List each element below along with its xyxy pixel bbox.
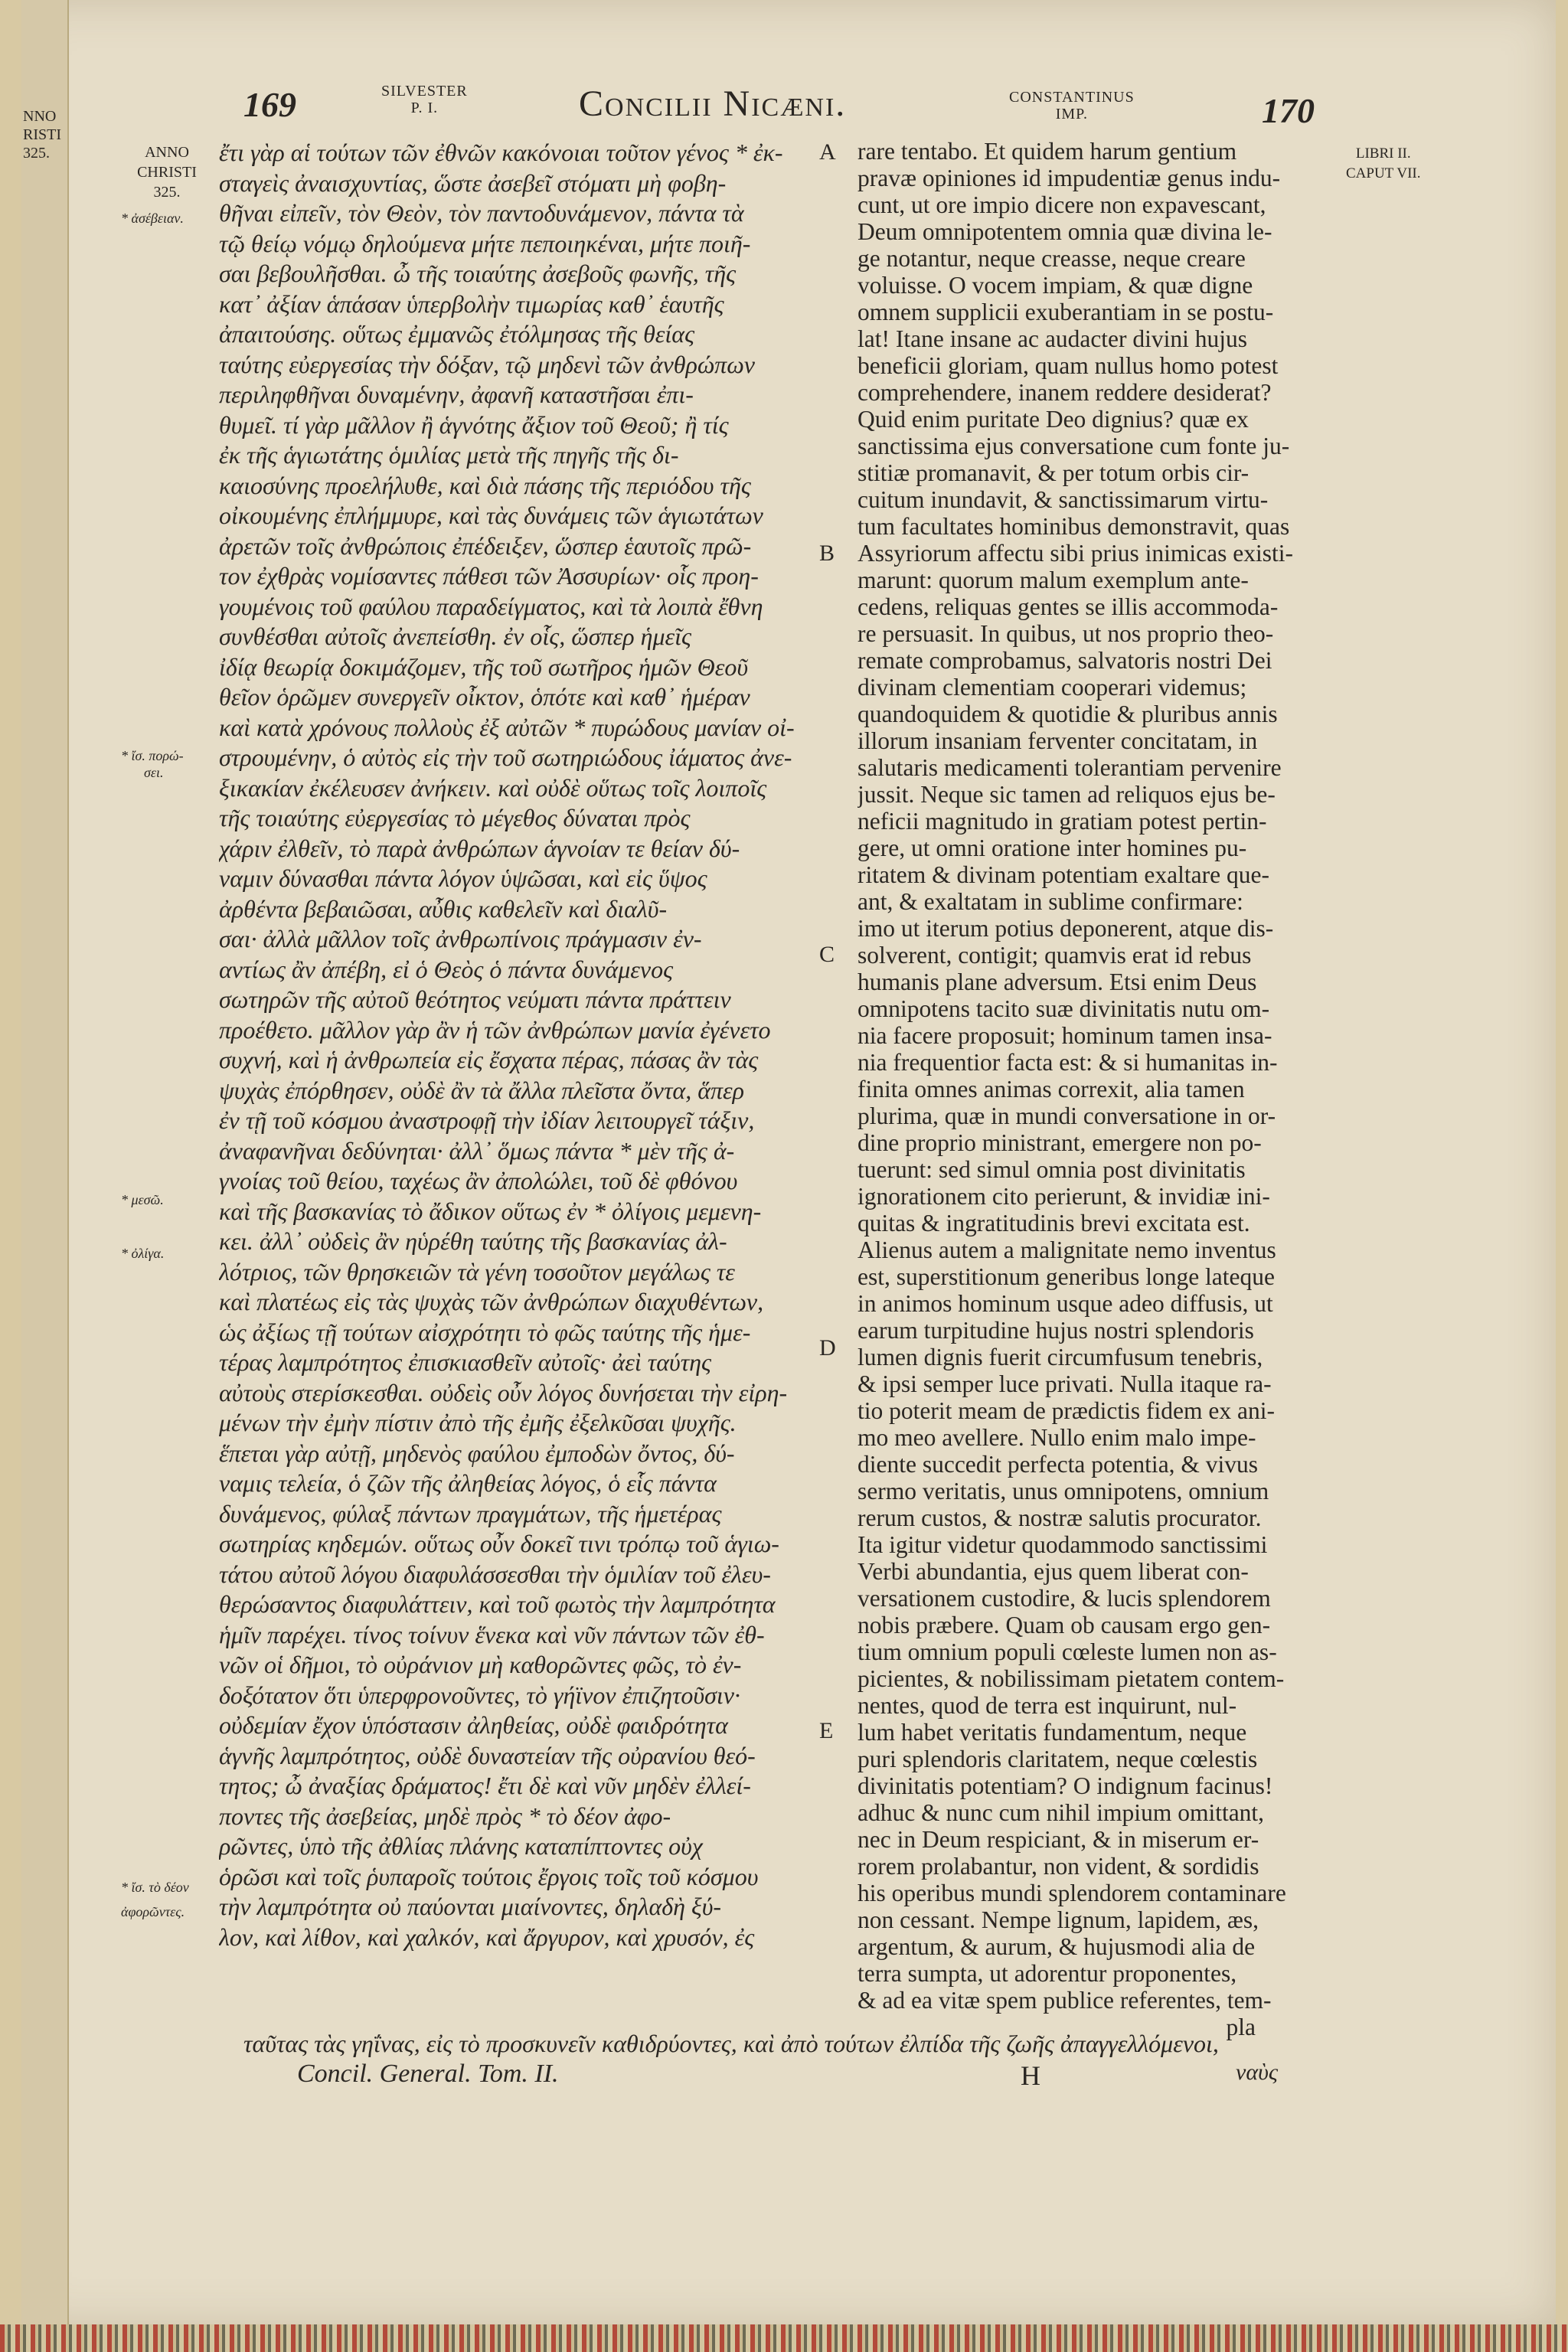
latin-text-line: Quid enim puritate Deo dignius? quæ ex [858,406,1249,433]
greek-text-line: ἐν τῇ τοῦ κόσμου ἀναστροφῇ τὴν ἰδίαν λειτουργεῖ τάξιν, [219,1106,755,1134]
greek-text-line: μένων τὴν ἐμὴν πίστιν ἀπὸ τῆς ἐμῆς ἐξελκῦσαι ψυχῆς. [219,1409,737,1436]
latin-text-line: est, superstitionum generibus longe lateque [858,1263,1276,1290]
book-page [21,0,1556,2328]
greek-text-line: ξικακίαν ἐκέλευσεν ἀνήκειν. καὶ οὐδὲ οὕτως τοῖς λοιποῖς [219,773,767,802]
greek-text-line: προέθετο. μᾶλλον γὰρ ἂν ἡ τῶν ἀνθρώπων μανία ἐγένετο [219,1015,771,1044]
latin-text-line: non cessant. Nempe lignum, lapidem, æs, [858,1906,1259,1933]
latin-text-line: ge notantur, neque creasse, neque creare [858,245,1246,272]
running-head-right-line: IMP. [1055,106,1089,122]
section-letter: E [819,1718,834,1743]
table-surface [0,2324,1568,2352]
greek-text-line: αὐτοὺς στερίσκεσθαι. οὐδεὶς οὖν λόγος δυνήσεται τὴν εἰρη- [219,1378,788,1406]
sheet-mark: H [1021,2060,1040,2091]
latin-text-line: lat! Itane insane ac audacter divini hujus [858,325,1248,352]
latin-text-line: Verbi abundantia, ejus quem liberat con- [858,1558,1249,1585]
latin-text-line: ritatem & divinam potentiam exaltare que- [858,861,1269,888]
greek-text-line: ἀρθέντα βεβαιῶσαι, αὖθις καθελεῖν καὶ διαλῦ- [219,894,668,923]
chapter-reference [1346,144,1420,184]
latin-text-line: tio poterit meam de prædictis fidem ex ani- [858,1397,1275,1424]
latin-text-line: solverent, contigit; quamvis erat id rebus [858,942,1252,969]
latin-text-line: sanctissima ejus conversatione cum fonte ju- [858,433,1290,459]
previous-page-margin-line: 325. [23,145,50,162]
latin-text-line: voluisse. O vocem impiam, & quæ digne [858,272,1253,299]
section-letter: B [819,541,835,566]
running-head-right-line: CONSTANTINUS [1009,89,1135,106]
previous-page-margin-line: NNO [23,108,57,125]
latin-text-line: beneficii gloriam, quam nullus homo potest [858,352,1279,379]
greek-text-line: τέρας λαμπρότητος ἐπισκιασθεῖν αὐτοῖς· ἀεὶ ταύτης [219,1348,711,1376]
latin-text-line: cunt, ut ore impio dicere non expavescant, [858,191,1266,218]
greek-text-line: αντίως ἂν ἀπέβη, εἰ ὁ Θεὸς ὁ πάντα δυνάμενος [219,955,674,983]
previous-page-margin [23,107,66,162]
margin-note: * ἴσ. πορώ- [121,748,184,763]
greek-text-line: σαι βεβουλῆσθαι. ὦ τῆς τοιαύτης ἀσεβοῦς φωνῆς, τῆς [219,260,737,287]
latin-text-line: Ita igitur videtur quodammodo sanctissimi [858,1531,1268,1558]
greek-text-line: ἁγνῆς λαμπρότητος, οὐδὲ δυναστείαν τῆς οὐρανίου θεό- [219,1741,756,1769]
latin-text-line: nia facere proposuit; hominum tamen insa- [858,1022,1272,1049]
greek-text-line: συχνή, καὶ ἡ ἀνθρωπεία εἰς ἔσχατα πέρας, πάσας ἂν τὰς [219,1046,759,1073]
latin-text-line: his operibus mundi splendorem contaminare [858,1880,1286,1906]
greek-text-line: κατ᾽ ἀξίαν ἁπάσαν ὑπερβολὴν τιμωρίας καθ᾽ ἑαυτῆς [219,289,724,318]
year-box-line: CHRISTI [137,164,197,181]
latin-text-line: ant, & exaltatam in sublime confirmare: [858,888,1243,915]
greek-text-line: σταγεὶς ἀναισχυντίας, ὥστε ἀσεβεῖ στόματι μὴ φοβη- [219,168,727,197]
latin-text-line: Alienus autem a malignitate nemo inventus [858,1236,1276,1263]
greek-text-line: σωτηρῶν τῆς αὐτοῦ θεότητος νεύματι πάντα πράττειν [219,985,731,1013]
greek-text-line: τῆς τοιαύτης εὐεργεσίας τὸ μέγεθος δύναται πρὸς [219,804,691,831]
greek-text-line: δυνάμενος, φύλαξ πάντων πραγμάτων, τῆς ἡμετέρας [219,1499,722,1527]
latin-text-line: tum facultates hominibus demonstravit, quas [858,513,1290,540]
latin-text-line: re persuasit. In quibus, ut nos proprio theo- [858,620,1274,647]
latin-text-line: cuitum inundavit, & sanctissimarum virtu- [858,486,1269,513]
latin-text-line: ignorationem cito perierunt, & invidiæ ini- [858,1183,1270,1210]
greek-text-line: ναμιν δύνασθαι πάντα λόγον ὑψῶσαι, καὶ εἰς ὕψος [219,864,707,892]
greek-text-line: ἡμῖν παρέχει. τίνος τοίνυν ἕνεκα καὶ νῦν πάντων τῶν ἐθ- [219,1620,765,1648]
greek-text-line: ποντες τῆς ἀσεβείας, μηδὲ πρὸς * τὸ δέον ἀφο- [219,1802,671,1830]
greek-text-line: ναμις τελεία, ὁ ζῶν τῆς ἀληθείας λόγος, ὁ εἷς πάντα [219,1469,717,1497]
latin-text-line: rerum custos, & nostræ salutis procurator. [858,1504,1262,1531]
greek-text-line: ἐκ τῆς ἁγιωτάτης ὁμιλίας μετὰ τῆς πηγῆς τῆς δι- [219,441,679,469]
greek-text-line: συνθέσθαι αὐτοῖς ἀνεπείσθη. ἐν οἷς, ὥσπερ ἡμεῖς [219,622,691,650]
latin-text-line: nentes, quod de terra est inquirunt, nul- [858,1692,1237,1719]
chapter-reference-line: CAPUT VII. [1346,165,1421,181]
greek-text-line: ἰδίᾳ θεωρίᾳ δοκιμάζομεν, τῆς τοῦ σωτῆρος ἡμῶν Θεοῦ [219,652,749,681]
running-head-right [1009,89,1135,122]
margin-note: ἀφορῶντες. [121,1904,185,1919]
greek-text-line: ὡς ἀξίως τῇ τούτων αἰσχρότητι τὸ φῶς ταύτης τῆς ἡμε- [219,1318,751,1346]
latin-text-line: plurima, quæ in mundi conversatione in or- [858,1102,1276,1129]
year-box-line: ANNO [145,144,189,161]
catchword: ναὺς [1236,2060,1279,2085]
latin-text-line: puri splendoris claritatem, neque cœlestis [858,1746,1258,1772]
latin-text-line: divinam clementiam cooperari videmus; [858,674,1247,701]
greek-text-column [219,138,834,1952]
greek-text-line: στρουμένην, ὁ αὐτὸς εἰς τὴν τοῦ σωτηριώδους ἰάματος ἀνε- [219,743,792,771]
latin-text-line: versationem custodire, & lucis splendorem [858,1585,1271,1612]
margin-note: * ὀλίγα. [121,1246,165,1261]
latin-text-line: finita omnes animas correxit, alia tamen [858,1076,1245,1102]
latin-text-line: quitas & ingratitudinis brevi excitata est. [858,1210,1250,1236]
chapter-reference-line: LIBRI II. [1355,145,1411,162]
greek-text-line: καιοσύνης προελήλυθε, καὶ διὰ πάσης τῆς περιόδου τῆς [219,471,751,499]
latin-text-line: gere, ut omni oratione inter homines pu- [858,835,1247,861]
greek-text-line: λότριος, τῶν θρησκειῶν τὰ γένη τοσοῦτον μεγάλως τε [219,1257,735,1285]
latin-text-line: imo ut iterum potius deponerent, atque dis- [858,915,1274,942]
greek-text-line: θεῖον ὁρῶμεν συνεργεῖν οἶκτον, ὁπότε καὶ καθ᾽ ἡμέραν [219,683,750,710]
latin-text-column [858,138,1348,2040]
running-head-left-line: SILVESTER [381,83,468,100]
greek-text-line: δοξότατον ὅτι ὑπερφρονοῦντες, τὸ γήϊνον ἐπιζητοῦσιν· [219,1681,740,1709]
previous-page-margin-line: RISTI [23,126,61,143]
latin-text-line: rorem prolabantur, non vident, & sordidis [858,1853,1259,1880]
greek-text-line: θῆναι εἰπεῖν, τὸν Θεὸν, τὸν παντοδυνάμενον, πάντα τὰ [219,199,744,227]
latin-text-line: nec in Deum respiciant, & in miserum er- [858,1826,1259,1853]
greek-text-line: ταύτης εὐεργεσίας τὴν δόξαν, τῷ μηδενὶ τῶν ἀνθρώπων [219,350,755,378]
greek-text-line: σαι· ἀλλὰ μᾶλλον τοῖς ἀνθρωπίνοις πράγμασιν ἐν- [219,925,702,952]
greek-text-line: λον, καὶ λίθον, καὶ χαλκόν, καὶ ἄργυρον, καὶ χρυσόν, ἐς [219,1922,755,1951]
latin-text-line: in animos hominum usque adeo diffusis, ut [858,1290,1273,1317]
latin-text-line: tium omnium populi cœleste lumen non as- [858,1638,1277,1665]
greek-text-line: τῷ θείῳ νόμῳ δηλούμενα μήτε πεποιηκέναι, μήτε ποιῆ- [219,229,751,257]
greek-text-line: θερώσαντος διαφυλάττειν, καὶ τοῦ φωτὸς τὴν λαμπρότητα [219,1590,776,1618]
section-letter: A [819,139,836,165]
margin-note: * ἴσ. τὸ δέον [121,1880,189,1895]
greek-text-line: τον ἐχθρὰς νομίσαντες πάθεσι τῶν Ἀσσυρίων· οἷς προη- [219,562,759,590]
latin-text-line: neficii magnitudo in gratiam potest pertin- [858,808,1267,835]
latin-text-line: humanis plane adversum. Etsi enim Deus [858,969,1257,995]
section-letter: D [819,1335,836,1361]
greek-text-line: ἔτι γὰρ αἱ τούτων τῶν ἐθνῶν κακόνοιαι τοῦτον γένος * ἐκ- [219,139,783,166]
latin-text-line: picientes, & nobilissimam pietatem contem- [858,1665,1285,1692]
latin-text-line: remate comprobamus, salvatoris nostri Dei [858,647,1272,674]
latin-text-line: rare tentabo. Et quidem harum gentium [858,138,1237,165]
page-number-left: 169 [243,85,296,124]
greek-text-line: τητος; ὦ ἀναξίας δράματος! ἔτι δὲ καὶ νῦν μηδὲν ἐλλεί- [219,1772,751,1799]
greek-text-line: ρῶντες, ὑπὸ τῆς ἀθλίας πλάνης καταπίπτοντες οὐχ [219,1832,703,1860]
latin-text-line: Deum omnipotentem omnia quæ divina le- [858,218,1272,245]
greek-text-line: ἀρετῶν τοῖς ἀνθρώποις ἐπέδειξεν, ὥσπερ ἑαυτοῖς πρῶ- [219,531,752,560]
year-box-line: 325. [153,184,181,201]
greek-text-line: καὶ πλατέως εἰς τὰς ψυχὰς τῶν ἀνθρώπων διαχυθέντων, [219,1288,764,1315]
greek-text-line: τάτου αὐτοῦ λόγου διαφυλάσσεσθαι τὴν ὁμιλίαν τοῦ ἐλευ- [219,1560,771,1588]
greek-text-line: τὴν λαμπρότητα οὐ παύονται μιαίνοντες, δηλαδὴ ξύ- [219,1893,722,1920]
latin-text-line: tuerunt: sed simul omnia post divinitatis [858,1156,1246,1183]
latin-text-line: lumen dignis fuerit circumfusum tenebris, [858,1344,1263,1370]
latin-text-line: comprehendere, inanem reddere desiderat? [858,379,1272,406]
latin-text-line: marunt: quorum malum exemplum ante- [858,567,1249,593]
latin-text-line: cedens, reliquas gentes se illis accommoda- [858,593,1279,620]
margin-note: * ἀσέβειαν. [121,211,184,226]
greek-text-line: ὁρῶσι καὶ τοῖς ῥυπαροῖς τούτοις ἔργοις τοῖς τοῦ κόσμου [219,1862,759,1890]
greek-text-line: θυμεῖ. τί γὰρ μᾶλλον ἢ ἁγνότης ἄξιον τοῦ Θεοῦ; ἢ τίς [219,410,729,439]
greek-text-line: οἰκουμένης ἐπλήμμυρε, καὶ τὰς δυνάμεις τῶν ἁγιωτάτων [219,501,763,529]
latin-text-line: quandoquidem & quotidie & pluribus annis [858,701,1278,727]
latin-text-line: omnem supplicii exuberantiam in se postu- [858,299,1274,325]
margin-note: * μεσῶ. [121,1192,164,1207]
greek-text-line: σωτηρίας κηδεμών. οὕτως οὖν δοκεῖ τινι τρόπῳ τοῦ ἁγιω- [219,1530,779,1557]
latin-text-line: stitiæ promanavit, & per totum orbis cir- [858,459,1250,486]
latin-text-line: divinitatis potentiam? O indignum facinus! [858,1772,1273,1799]
latin-text-line: & ad ea vitæ spem publice referentes, tem- [858,1987,1272,2014]
latin-text-line: omnipotens tacito suæ divinitatis nutu om- [858,995,1270,1022]
latin-text-line: earum turpitudine hujus nostri splendoris [858,1317,1254,1344]
greek-text-line: κει. ἀλλ᾽ οὐδεὶς ἂν ηὑρέθη ταύτης τῆς βασκανίας ἀλ- [219,1227,727,1255]
greek-text-line: ἀναφανῆναι δεδύνηται· ἀλλ᾽ ὅμως πάντα * μὲν τῆς ἀ- [219,1136,735,1165]
latin-text-line: nobis præbere. Quam ob causam ergo gen- [858,1612,1271,1638]
greek-text-line: ἕπεται γὰρ αὐτῇ, μηδενὸς φαύλου ἐμποδὼν ὄντος, δύ- [219,1439,735,1467]
latin-text-line: & ipsi semper luce privati. Nulla itaque ra- [858,1370,1272,1397]
latin-text-line: Assyriorum affectu sibi prius inimicas existi- [858,540,1293,567]
section-letter: C [819,942,835,967]
latin-text-line: mo meo avellere. Nullo enim malo impe- [858,1424,1256,1451]
latin-text-line: jussit. Neque sic tamen ad reliquos ejus be- [858,781,1276,808]
latin-text-line: diente succedit perfecta potentia, & vivus [858,1451,1259,1478]
running-head-left [381,83,468,116]
greek-text-line: γουμένοις τοῦ φαύλου παραδείγματος, καὶ τὰ λοιπὰ ἔθνη [219,592,763,620]
latin-text-line: argentum, & aurum, & hujusmodi alia de [858,1933,1256,1960]
latin-text-line: pravæ opiniones id impudentiæ genus indu- [858,165,1281,191]
latin-text-line: adhuc & nunc cum nihil impium omittant, [858,1799,1265,1826]
greek-text-line: καὶ τῆς βασκανίας τὸ ἄδικον οὕτως ἐν * ὀλίγοις μεμενη- [219,1197,762,1225]
greek-text-line: νῶν οἱ δῆμοι, τὸ οὐράνιον μὴ καθορῶντες φῶς, τὸ ἐν- [219,1651,742,1678]
latin-text-line: salutaris medicamenti tolerantiam pervenire [858,754,1282,781]
previous-page-edge [21,0,69,2324]
greek-text-line: καὶ κατὰ χρόνους πολλοὺς ἐξ αὐτῶν * πυρώδους μανίαν οἰ- [219,713,795,741]
greek-text-line: οὐδεμίαν ἔχον ὑπόστασιν ἀληθείας, οὐδὲ φαιδρότητα [219,1711,728,1739]
signature-line: Concil. General. Tom. II. [297,2060,559,2088]
latin-text-line: terra sumpta, ut adorentur proponentes, [858,1960,1237,1987]
latin-text-line: pla [1226,2014,1256,2040]
greek-text-line: γνοίας τοῦ θείου, ταχέως ἂν ἀπολώλει, τοῦ δὲ φθόνου [219,1167,738,1194]
greek-text-line: χάριν ἐλθεῖν, τὸ παρὰ ἀνθρώπων ἁγνοίαν τε θείαν δύ- [219,834,740,862]
latin-text-line: illorum insaniam ferventer concitatam, in [858,727,1258,754]
running-title: Concilii Nicæni. [579,83,847,124]
greek-text-line: ψυχὰς ἐπόρθησεν, οὐδὲ ἂν τὰ ἄλλα πλεῖστα ὄντα, ἅπερ [219,1076,745,1104]
margin-note: σει. [144,765,164,780]
latin-text-line: dine proprio ministrant, emergere non po- [858,1129,1262,1156]
greek-text-line: περιληφθῆναι δυναμένην, ἀφανῆ καταστῆσαι ἐπι- [219,381,694,408]
page-number-right: 170 [1262,91,1315,130]
latin-text-line: sermo veritatis, unus omnipotens, omnium [858,1478,1269,1504]
greek-closing-line: ταῦτας τὰς γηΐνας, εἰς τὸ προσκυνεῖν καθιδρύοντες, καὶ ἀπὸ τούτων ἐλπίδα τῆς ζωῆς ἀπαγγελλόμενοι, [243,2030,1219,2057]
running-head-left-line: P. I. [410,100,439,116]
year-box [121,142,213,202]
latin-text-line: lum habet veritatis fundamentum, neque [858,1719,1247,1746]
greek-text-line: ἀπαιτούσης. οὕτως ἐμμανῶς ἐτόλμησας τῆς θείας [219,320,695,348]
latin-text-line: nia frequentior facta est: & si humanitas in- [858,1049,1278,1076]
